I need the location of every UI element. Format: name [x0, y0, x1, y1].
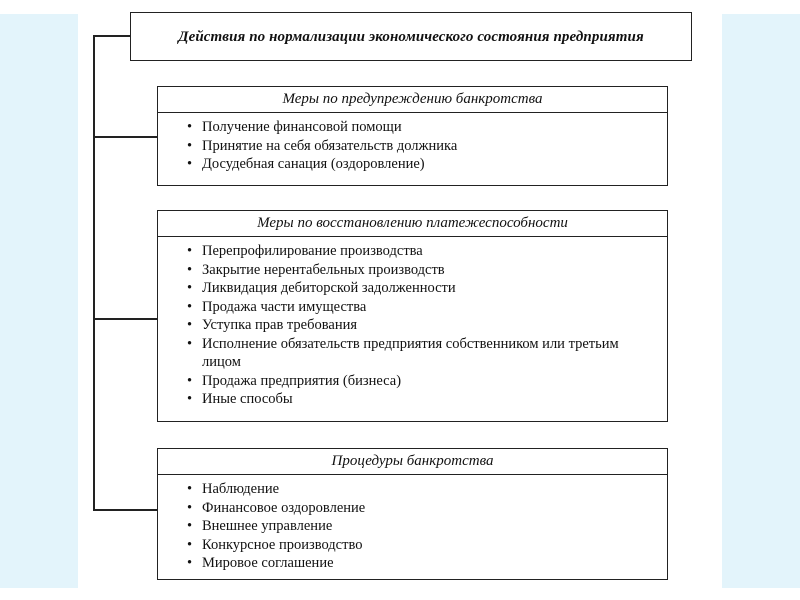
list-item [187, 335, 632, 372]
list-item-text: Мировое соглашение [202, 555, 334, 571]
list-item-text: Исполнение обязательств предприятия собственником или третьим лицом [202, 335, 619, 370]
prevention-measures-heading: Меры по предупреждению банкротства [158, 87, 667, 113]
list-item [187, 536, 667, 555]
bullet-icon: • [187, 499, 193, 516]
bullet-icon: • [187, 481, 193, 497]
list-item-text: Досудебная санация (оздоровление) [202, 156, 425, 172]
list-item-text: Уступка прав требования [202, 317, 358, 333]
list-item [187, 316, 667, 335]
bullet-icon: • [187, 536, 193, 553]
bullet-icon: • [187, 391, 193, 407]
list-item [187, 554, 667, 573]
prevention-measures-box [157, 86, 668, 186]
bankruptcy-procedures-list [158, 475, 667, 573]
list-item [187, 137, 667, 156]
list-item [187, 242, 667, 261]
list-item [187, 372, 667, 391]
list-item-text: Внешнее управление [202, 518, 333, 534]
list-item [187, 261, 667, 280]
list-item [187, 118, 667, 137]
list-item [187, 499, 667, 518]
list-item-text: Продажа части имущества [202, 298, 367, 315]
list-item [187, 298, 667, 317]
list-item [187, 390, 667, 409]
solvency-restoration-heading: Меры по восстановлению платежеспособности [158, 211, 667, 237]
list-item-text: Принятие на себя обязательств должника [202, 137, 458, 154]
bullet-icon: • [187, 335, 193, 352]
list-item-text: Ликвидация дебиторской задолженности [202, 280, 456, 296]
bullet-icon: • [187, 119, 193, 135]
bullet-icon: • [187, 280, 193, 296]
bullet-icon: • [187, 261, 193, 278]
solvency-restoration-list [158, 237, 667, 409]
bullet-icon: • [187, 156, 193, 172]
list-item [187, 480, 667, 499]
list-item-text: Конкурсное производство [202, 536, 363, 553]
bullet-icon: • [187, 372, 193, 389]
list-item-text: Иные способы [202, 391, 293, 407]
list-item-text: Наблюдение [202, 481, 280, 497]
left-side-band [0, 14, 78, 588]
bullet-icon: • [187, 518, 193, 534]
connector-vertical-trunk [93, 35, 95, 510]
bankruptcy-procedures-box [157, 448, 668, 580]
title-box [130, 12, 692, 61]
list-item-text: Финансовое оздоровление [202, 499, 366, 516]
bullet-icon: • [187, 137, 193, 154]
bullet-icon: • [187, 317, 193, 333]
connector-title-stub [93, 35, 131, 37]
bankruptcy-procedures-heading: Процедуры банкротства [158, 449, 667, 475]
list-item-text: Закрытие нерентабельных производств [202, 261, 445, 278]
solvency-restoration-box [157, 210, 668, 422]
bullet-icon: • [187, 555, 193, 571]
list-item-text: Получение финансовой помощи [202, 119, 402, 135]
right-side-band [722, 14, 800, 588]
diagram-title: Действия по нормализации экономического состояния предприятия [178, 28, 644, 45]
prevention-measures-list [158, 113, 667, 174]
list-item [187, 517, 667, 536]
connector-to-procedures [93, 509, 158, 511]
bullet-icon: • [187, 243, 193, 259]
list-item-text: Продажа предприятия (бизнеса) [202, 372, 402, 389]
connector-to-prevention [93, 136, 158, 138]
bullet-icon: • [187, 298, 193, 315]
list-item [187, 155, 667, 174]
connector-to-restoration [93, 318, 158, 320]
list-item-text: Перепрофилирование производства [202, 243, 423, 259]
list-item [187, 279, 667, 298]
